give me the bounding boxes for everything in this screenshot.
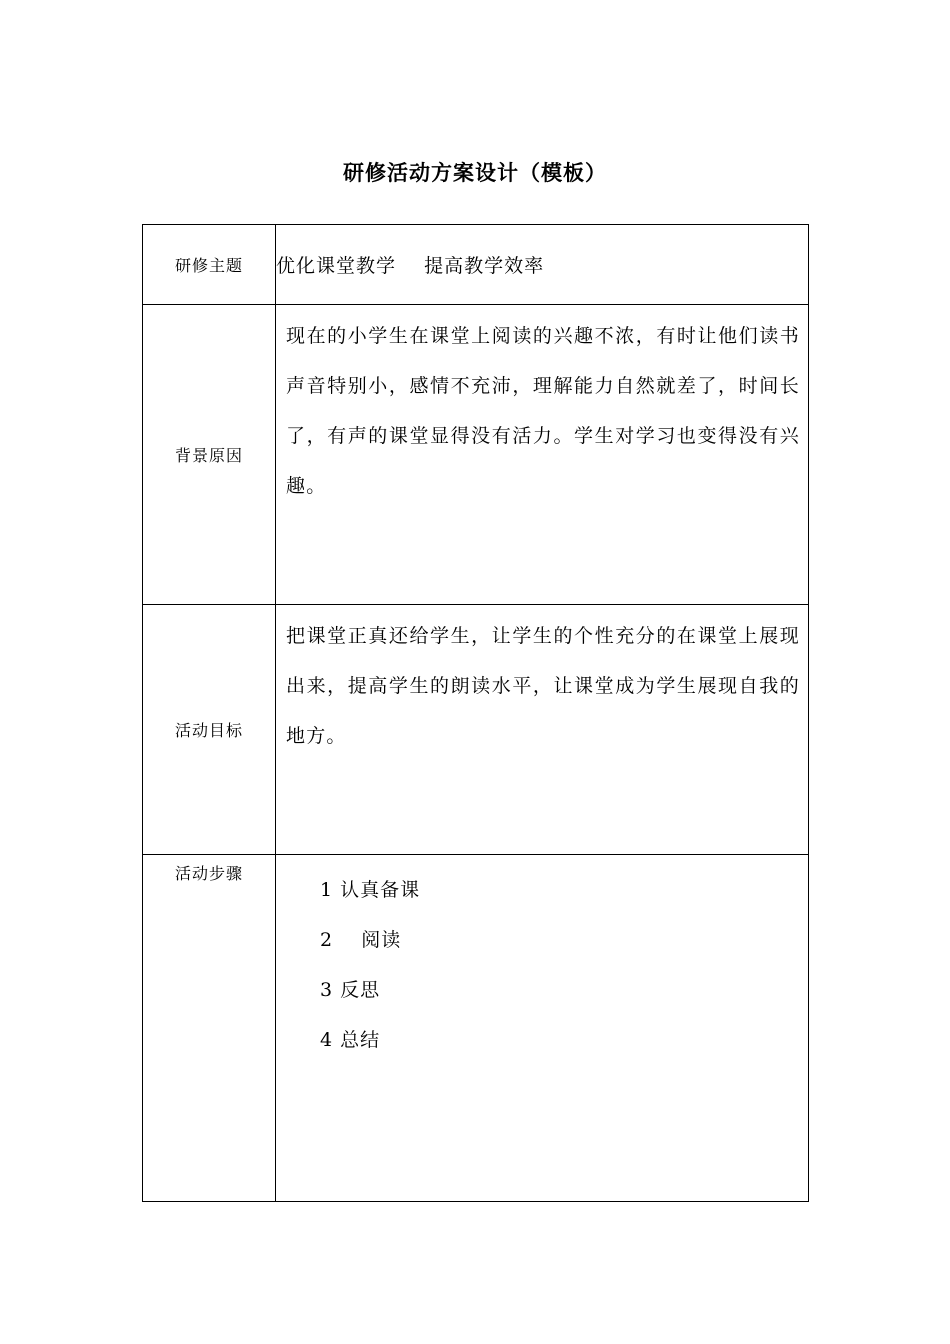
content-steps-cell bbox=[276, 855, 809, 1202]
step-item: 3 反思 bbox=[320, 979, 381, 1001]
content-background: 现在的小学生在课堂上阅读的兴趣不浓，有时让他们读书声音特别小，感情不充沛，理解能力自然就差了，时间长了，有声的课堂显得没有活力。学生对学习也变得没有兴趣。 bbox=[286, 325, 800, 497]
table-row-background bbox=[143, 305, 809, 605]
document-title: 研修活动方案设计（模板） bbox=[343, 160, 607, 185]
label-topic: 研修主题 bbox=[143, 225, 276, 305]
content-topic: 优化课堂教学 提高教学效率 bbox=[276, 225, 809, 305]
content-background-cell bbox=[276, 305, 809, 605]
content-goal-cell bbox=[276, 605, 809, 855]
step-item: 2 阅读 bbox=[320, 929, 402, 951]
step-item: 1 认真备课 bbox=[320, 879, 421, 901]
step-item: 4 总结 bbox=[320, 1029, 381, 1051]
steps-list bbox=[276, 855, 808, 1065]
plan-table bbox=[142, 224, 809, 1202]
table-row-goal bbox=[143, 605, 809, 855]
label-goal: 活动目标 bbox=[143, 605, 276, 855]
label-steps: 活动步骤 bbox=[143, 855, 276, 1202]
content-goal: 把课堂正真还给学生，让学生的个性充分的在课堂上展现出来，提高学生的朗读水平，让课堂成为学生展现自我的地方。 bbox=[286, 625, 800, 747]
table-row-topic bbox=[143, 225, 809, 305]
table-row-steps bbox=[143, 855, 809, 1202]
label-background: 背景原因 bbox=[143, 305, 276, 605]
